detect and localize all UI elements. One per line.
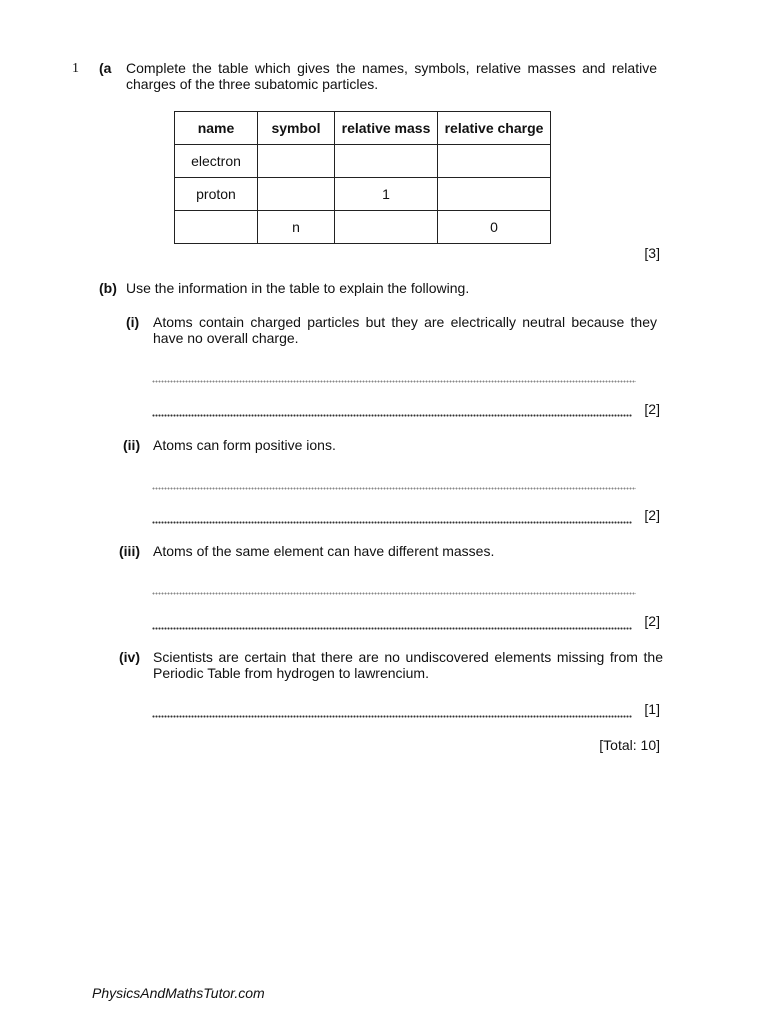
question-number: 1 (72, 61, 79, 76)
part-b-label: (b) (99, 280, 117, 296)
table-header-cell: name (175, 112, 258, 145)
footer-source: PhysicsAndMathsTutor.com (92, 985, 265, 1001)
table-cell: n (258, 211, 335, 244)
table-answer-cell[interactable] (258, 178, 335, 211)
answer-line[interactable] (152, 414, 632, 417)
subpart-ii-marks: [2] (644, 507, 660, 523)
subpart-ii-label: (ii) (123, 437, 141, 453)
table-answer-cell[interactable] (335, 211, 438, 244)
total-marks: [Total: 10] (599, 737, 660, 753)
table-header-cell: symbol (258, 112, 335, 145)
subpart-iii-text: Atoms of the same element can have different masses. (153, 543, 495, 559)
part-b-text: Use the information in the table to explain the following. (126, 280, 470, 296)
part-a-text: Complete the table which gives the names, symbols, relative masses and relative charges of the three subatomic particles. (126, 60, 657, 92)
table-header-row (175, 112, 551, 145)
answer-line[interactable] (152, 487, 636, 490)
subpart-ii-text: Atoms can form positive ions. (153, 437, 336, 453)
subpart-iii-marks: [2] (644, 613, 660, 629)
table-answer-cell[interactable] (335, 145, 438, 178)
answer-line[interactable] (152, 592, 636, 595)
table-answer-cell[interactable] (438, 145, 551, 178)
table-answer-cell[interactable] (258, 145, 335, 178)
subpart-i-label: (i) (126, 314, 140, 330)
table-row (175, 145, 551, 178)
part-a-label: (a (99, 60, 112, 76)
part-a-marks: [3] (644, 245, 660, 261)
table-row (175, 178, 551, 211)
subpart-iii-label: (iii) (119, 543, 140, 559)
table-header-cell: relative charge (438, 112, 551, 145)
answer-line[interactable] (152, 380, 636, 383)
answer-line[interactable] (152, 521, 632, 524)
subpart-iv-label: (iv) (119, 649, 140, 665)
table-cell: electron (175, 145, 258, 178)
table-answer-cell[interactable] (175, 211, 258, 244)
table-cell: proton (175, 178, 258, 211)
table-answer-cell[interactable] (438, 178, 551, 211)
subatomic-particles-table (174, 111, 551, 244)
answer-line[interactable] (152, 715, 632, 718)
subpart-i-marks: [2] (644, 401, 660, 417)
table-cell: 0 (438, 211, 551, 244)
subpart-iv-text: Scientists are certain that there are no undiscovered elements missing from the Periodic Table from hydrogen to lawrencium. (153, 649, 663, 681)
table-cell: 1 (335, 178, 438, 211)
answer-line[interactable] (152, 627, 632, 630)
subpart-i-text: Atoms contain charged particles but they are electrically neutral because they have no overall charge. (153, 314, 657, 346)
subpart-iv-marks: [1] (644, 701, 660, 717)
table-header-cell: relative mass (335, 112, 438, 145)
table-row (175, 211, 551, 244)
